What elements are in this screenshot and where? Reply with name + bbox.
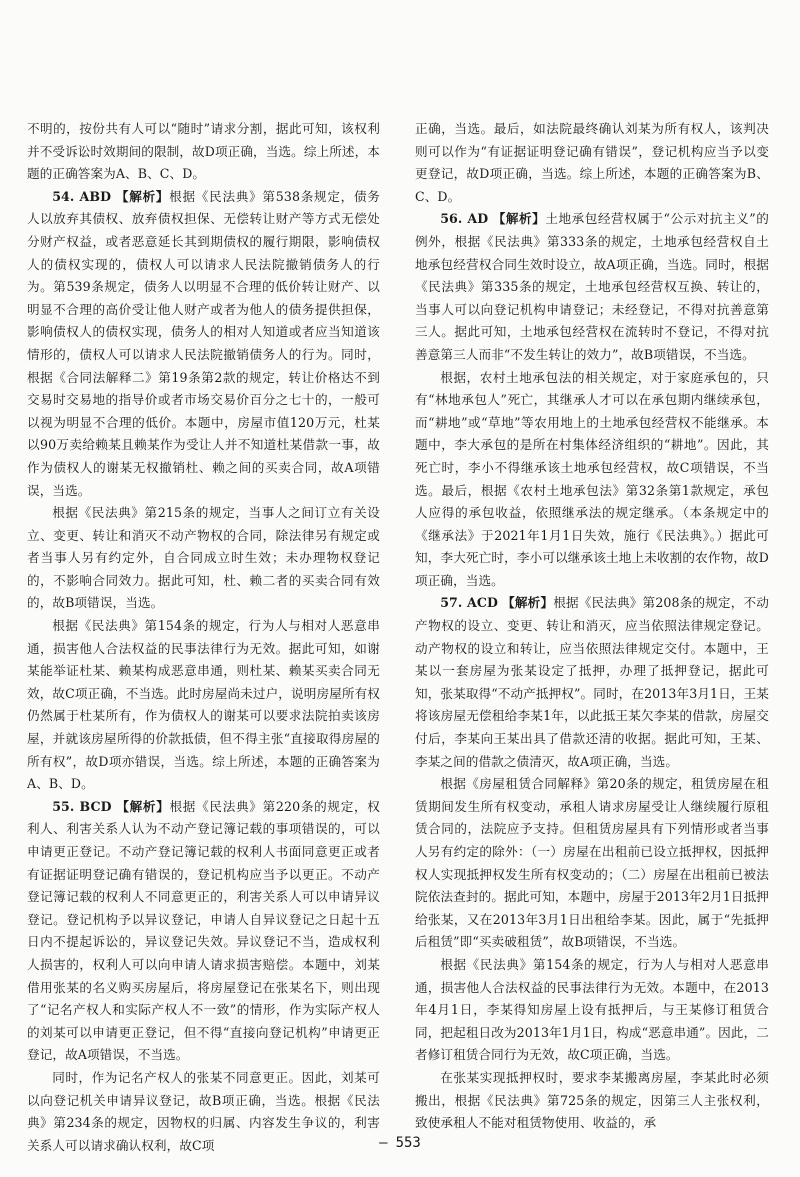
- answer-number: 54. ABD: [52, 188, 112, 204]
- analysis-tag: 【解析】: [115, 188, 170, 204]
- paragraph: 正确，当选。最后，如法院最终确认刘某为所有权人，该判决则可以作为“有证据证明登记确有错误”，登记机构应当予以变更登记，故D项正确，当选。综上所述，本题的正确答案为B、C、D。: [415, 121, 769, 204]
- answer-number: 56. AD: [440, 211, 489, 227]
- answer-56: [415, 208, 769, 366]
- analysis-text: 根据《民法典》第220条的规定，权利人、利害关系人认为不动产登记簿记载的事项错误的，可以申请更正登记。不动产登记簿记载的权利人书面同意更正或者有证据证明登记确有错误的，登记机构应当予以更正。不动产登记簿记载的权利人不同意更正的，利害关系人可以申请异议登记。登记机构予以异议登记，申请人自异议登记之日起十五日内不提起诉讼的，异议登记失效。异议登记不当，造成权利人损害的，权利人可以向申请人请求损害赔偿。本题中，刘某借用张某的名义购买房屋后，将房屋登记在张某名下，则出现了“记名产权人和实际产权人不一致”的情形，作为实际产权人的刘某可以申请更正登记，但不得“直接向登记机构”申请更正登记，故A项错误，不当选。: [27, 798, 380, 1063]
- paragraph: 根据《房屋租赁合同解释》第20条的规定，租赁房屋在租赁期间发生所有权变动，承租人请求房屋受让人继续履行原租赁合同的，法院应予支持。但租赁房屋具有下列情形或者当事人另有约定的除外：（一）房屋在出租前已设立抵押权，因抵押权人实现抵押权发生所有权变动的；（二）房屋在出租前已被法院依法查封的。据此可知，本题中，房屋于2013年2月1日抵押给张某，又在2013年3月1日出租给李某。因此，属于“先抵押后租赁”即“买卖破租赁”，故B项错误，不当选。: [415, 776, 769, 950]
- page-number: 553: [395, 1135, 421, 1151]
- paragraph: 根据《民法典》第215条的规定，当事人之间订立有关设立、变更、转让和消灭不动产物权的合同，除法律另有规定或者当事人另有约定外，自合同成立时生效；未办理物权登记的，不影响合同效力。据此可知，杜、赖二者的买卖合同有效的，故B项错误，当选。: [27, 505, 380, 611]
- paragraph: 同时，作为记名产权人的张某不同意更正。因此，刘某可以向登记机关申请异议登记，故B项正确，当选。根据《民法典》第234条的规定，因物权的归属、内容发生争议的，利害关系人可以请求确认权利，故C项: [27, 1069, 380, 1153]
- analysis-tag: 【解析】: [502, 595, 554, 611]
- paragraph: 在张某实现抵押权时，要求李某搬离房屋，李某此时必须搬出，根据《民法典》第725条的规定，因第三人主张权利，致使承租人不能对租赁物使用、收益的，承: [415, 1069, 769, 1131]
- paragraph: 不明的，按份共有人可以“随时”请求分割，据此可知，该权利并不受诉讼时效期间的限制，故D项正确，当选。综上所述，本题的正确答案为A、B、C、D。: [27, 121, 380, 182]
- answer-number: 57. ACD: [440, 595, 498, 611]
- footer-dash: —: [379, 1135, 390, 1151]
- left-column: [27, 118, 380, 1157]
- analysis-tag: 【解析】: [116, 798, 170, 814]
- paragraph: 根据《民法典》第154条的规定，行为人与相对人恶意串通，损害他人合法权益的民事法律行为无效。据此可知，如谢某能举证杜某、赖某构成恶意串通，则杜某、赖某买卖合同无效，故C项正确，不当选。此时房屋尚未过户，说明房屋所有权仍然属于杜某所有，作为债权人的谢某可以要求法院拍卖该房屋，并就该房屋所得的价款抵债，但不得主张“直接取得房屋的所有权”，故D项亦错误，当选。综上所述，本题的正确答案为A、B、D。: [27, 618, 380, 792]
- analysis-text: 根据《民法典》第538条规定，债务人以放弃其债权、放弃债权担保、无偿转让财产等方式无偿处分财产权益，或者恶意延长其到期债权的履行期限，影响债权人的债权实现的，债权人可以请求人民法院撤销债务人的行为。第539条规定，债务人以明显不合理的低价转让财产、以明显不合理的高价受让他人财产或者为他人的债务提供担保，影响债权人的债权实现，债务人的相对人知道或者应当知道该情形的，债权人可以请求人民法院撤销债务人的行为。同时，根据《合同法解释二》第19条第2款的规定，转让价格达不到交易时交易地的指导价或者市场交易价百分之七十的，一般可以视为明显不合理的低价。本题中，房屋市值120万元，杜某以90万卖给赖某且赖某作为受让人并不知道杜某借款一事，故作为债权人的谢某无权撤销杜、赖之间的买卖合同，故A项错误，当选。: [27, 188, 380, 498]
- right-column: [415, 118, 769, 1135]
- answer-55: [27, 796, 380, 1067]
- analysis-text: 根据《民法典》第208条的规定，不动产物权的设立、变更、转让和消灭，应当依照法律规定登记。动产物权的设立和转让，应当依照法律规定交付。本题中，王某以一套房屋为张某设定了抵押，办理了抵押登记，据此可知，张某取得“不动产抵押权”。同时，在2013年3月1日，王某将该房屋无偿租给李某1年，以此抵王某欠李某的借款，房屋交付后，李某向王某出具了借款还清的收据。据此可知，王某、李某之间的借款之债清灭，故A项正确，当选。: [415, 595, 770, 769]
- paragraph: 根据《民法典》第154条的规定，行为人与相对人恶意串通，损害他人合法权益的民事法律行为无效。本题中，在2013年4月1日，李某得知房屋上设有抵押后，与王某修订租赁合同，把起租日改为2013年1月1日，构成“恶意串通”。因此，二者修订租赁合同行为无效，故C项正确，当选。: [415, 956, 769, 1063]
- analysis-text: 土地承包经营权属于“公示对抗主义”的例外，根据《民法典》第333条的规定，土地承包经营权自土地承包经营权合同生效时设立，故A项正确，当选。同时，根据《民法典》第335条的规定，土地承包经营权互换、转让的，当事人可以向登记机构申请登记；未经登记，不得对抗善意第三人。据此可知，土地承包经营权在流转时不登记，不得对抗善意第三人而非“不发生转让的效力”，故B项错误，不当选。: [415, 211, 769, 362]
- paragraph: 根据，农村土地承包法的相关规定，对于家庭承包的，只有“林地承包人”死亡，其继承人才可以在承包期内继续承包，而“耕地”或“草地”等农用地上的土地承包经营权不能继承。本题中，李大承包的是所在村集体经济组织的“耕地”。因此，其死亡时，李小不得继承该土地承包经营权，故C项错误，不当选。最后，根据《农村土地承包法》第32条第1款规定，承包人应得的承包收益，依照继承法的规定继承。（本条规定中的《继承法》于2021年1月1日失效，施行《民法典》。）据此可知，李大死亡时，李小可以继承该土地上未收割的农作物，故D项正确，当选。: [415, 369, 769, 588]
- page-footer: [0, 1135, 800, 1151]
- answer-57: [415, 592, 769, 773]
- analysis-tag: 【解析】: [492, 211, 546, 227]
- answer-number: 55. BCD: [52, 798, 112, 814]
- answer-54: [27, 186, 380, 502]
